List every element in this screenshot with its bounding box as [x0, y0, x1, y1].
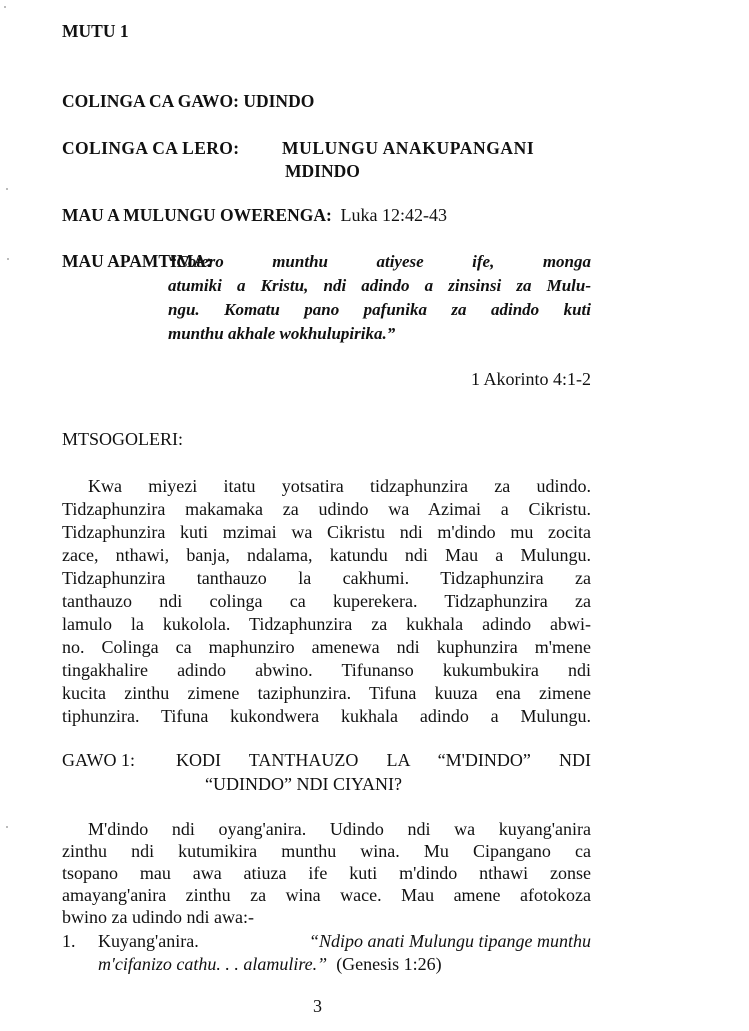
text-line: tiphunzira. Tifuna kukondwera kukhala adindo a Mulungu. [62, 706, 591, 726]
text-line: M'dindo ndi oyang'anira. Udindo ndi wa kuyang'anira [88, 819, 591, 839]
text-line: atumiki a Kristu, ndi adindo a zinsinsi za Mulu- [168, 276, 591, 295]
text-line: Tidzaphunzira kuti mzimai wa Cikristu ndi m'dindo mu zocita [62, 522, 591, 542]
part-heading-title: KODI TANTHAUZO LA “M'DINDO” NDI [176, 750, 591, 770]
list-quote: “Ndipo anati Mulungu tipange munthu [308, 931, 591, 951]
text-line: bwino za udindo ndi awa:- [62, 907, 254, 927]
text-line: zace, nthawi, banja, ndalama, katundu ndi Mau a Mulungu. [62, 545, 591, 565]
goal-today-value: MULUNGU ANAKUPANGANI [282, 138, 535, 158]
list-quote-cont: m'cifanizo cathu. . . alamulire.” [98, 954, 328, 974]
list-number: 1. [62, 931, 76, 951]
reading [62, 205, 447, 226]
text-line: Tidzaphunzira tanthauzo la cakhumi. Tidzaphunzira za [62, 568, 591, 588]
text-line: lamulo la kukolola. Tidzaphunzira za kukhala adindo abwi- [62, 614, 591, 634]
goal-part-label: COLINGA CA GAWO: [62, 91, 239, 111]
reading-label: MAU A MULUNGU OWERENGA: [62, 205, 332, 225]
text-line: Kwa miyezi itatu yotsatira tidzaphunzira za udindo. [88, 476, 591, 496]
goal-part-value: UDINDO [243, 91, 315, 111]
memory-reference: 1 Akorinto 4:1-2 [471, 369, 591, 389]
text-line: tsopano mau awa atiuza ife kuti m'dindo nthawi zonse [62, 863, 591, 883]
text-line: no. Colinga ca maphunziro amenewa ndi kuphunzira m'mene [62, 637, 591, 657]
goal-part [62, 91, 314, 112]
text-line: ngu. Komatu pano pafunika za adindo kuti [168, 300, 591, 319]
goal-today-value-cont: MDINDO [285, 161, 360, 181]
text-line: zinthu ndi kutumikira munthu wina. Mu Cipangano ca [62, 841, 591, 861]
text-line: tingakhalire adindo abwino. Tifunanso kukumbukira ndi [62, 660, 591, 680]
reading-value: Luka 12:42-43 [340, 205, 448, 225]
text-line: Tidzaphunzira makamaka za udindo wa Azimai a Cikristu. [62, 499, 591, 519]
page-number: 3 [313, 996, 322, 1016]
memory-label: MAU APAMTIMA: [62, 251, 212, 271]
text-line: amayang'anira zinthu za wina wace. Mau amene afotokoza [62, 885, 591, 905]
text-line: tanthauzo ndi colinga ca kuperekera. Tidzaphunzira za [62, 591, 591, 611]
list-title: Kuyang'anira. [98, 931, 199, 951]
goal-today-label: COLINGA CA LERO: [62, 138, 240, 158]
part-heading-title-cont: “UDINDO” NDI CIYANI? [205, 774, 402, 794]
text-line: kucita zinthu zimene taziphunzira. Tifuna kuuza ena zimene [62, 683, 591, 703]
text-line: munthu akhale wokhulupirika.” [168, 324, 396, 343]
part-heading-label: GAWO 1: [62, 750, 136, 770]
list-reference: (Genesis 1:26) [336, 954, 442, 974]
chapter-title: MUTU 1 [62, 21, 129, 41]
text-line: “Cotero munthu atiyese ife, monga [168, 252, 591, 271]
leader-label: MTSOGOLERI: [62, 429, 183, 449]
